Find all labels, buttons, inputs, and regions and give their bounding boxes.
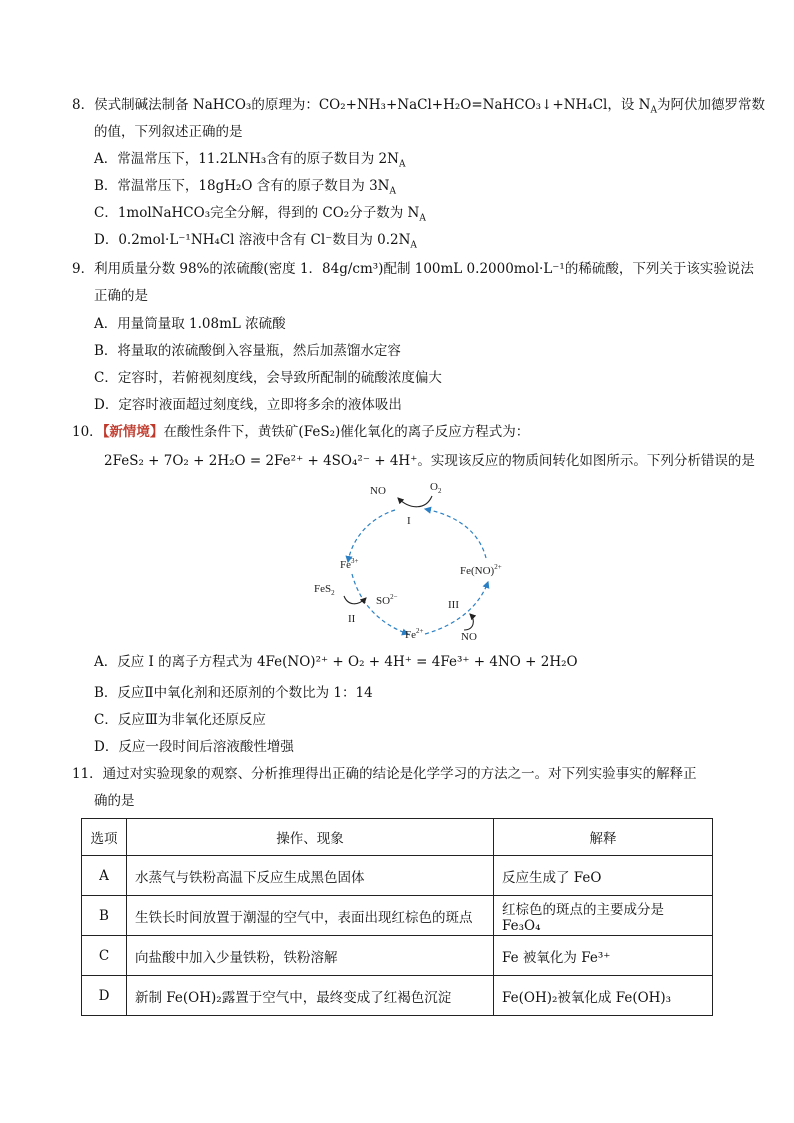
q11-stem: 11．通过对实验现象的观察、分析推理得出正确的结论是化学学习的方法之一。对下列实验事实的解释正 bbox=[72, 766, 697, 782]
q10-equation: 2FeS₂ + 7O₂ + 2H₂O = 2Fe²⁺ + 4SO₄²⁻ + 4H⁺。实现该反应的物质间转化如图所示。下列分析错误的是 bbox=[104, 453, 755, 469]
table-row[interactable] bbox=[82, 936, 713, 976]
q8-option-a[interactable]: A．常温常压下，11.2LNH₃含有的原子数目为 $2N_A$ bbox=[94, 151, 406, 170]
operation-cell: 水蒸气与铁粉高温下反应生成黑色固体 bbox=[127, 856, 494, 896]
table-header-row bbox=[82, 819, 713, 856]
explanation-cell: Fe(OH)₂被氧化成 Fe(OH)₃ bbox=[494, 976, 713, 1016]
label-feno: Fe(NO)$^{2+}$ bbox=[460, 563, 502, 577]
arrow-fes2-to-so4 bbox=[344, 596, 366, 604]
q10-option-b[interactable]: B．反应Ⅱ中氧化剂和还原剂的个数比为 1：14 bbox=[94, 685, 373, 701]
q9-option-c[interactable]: C．定容时，若俯视刻度线，会导致所配制的硫酸浓度偏大 bbox=[94, 370, 442, 386]
q8-stem-cont: 的值，下列叙述正确的是 bbox=[94, 124, 243, 140]
option-cell: B bbox=[82, 896, 127, 936]
q10-option-a[interactable]: A．反应 I 的离子方程式为 4Fe(NO)²⁺ + O₂ + 4H⁺ = 4Fe³⁺ + 4NO + 2H₂O bbox=[94, 654, 578, 670]
arc-reaction-4 bbox=[425, 509, 486, 558]
q9-option-a[interactable]: A．用量筒量取 1.08mL 浓硫酸 bbox=[94, 316, 286, 332]
arrow-no-in bbox=[464, 614, 473, 630]
table-row[interactable] bbox=[82, 896, 713, 936]
label-so4: $SO^{2-}$ bbox=[376, 593, 398, 607]
arc-reaction-1 bbox=[348, 510, 395, 562]
q8-option-d[interactable]: D．0.2mol·L⁻¹NH₄Cl 溶液中含有 Cl⁻数目为 $0.2N_A$ bbox=[94, 232, 417, 251]
operation-cell: 新制 Fe(OH)₂露置于空气中，最终变成了红褐色沉淀 bbox=[127, 976, 494, 1016]
label-no-bottom: NO bbox=[461, 631, 477, 643]
label-fe3: $Fe^{3+}$ bbox=[340, 557, 359, 571]
q11-options-table bbox=[81, 818, 713, 1016]
label-roman-2: II bbox=[348, 613, 356, 625]
option-cell: D bbox=[82, 976, 127, 1016]
table-row[interactable] bbox=[82, 856, 713, 896]
q9-option-d[interactable]: D．定容时液面超过刻度线，立即将多余的液体吸出 bbox=[94, 397, 402, 413]
q8-stem: 8．侯式制碱法制备 NaHCO₃的原理为：CO₂+NH₃+NaCl+H₂O=NaHCO₃↓+NH₄Cl，设 $N_A$为阿伏加德罗常数 bbox=[72, 97, 765, 116]
q8-option-b[interactable]: B．常温常压下，18gH₂O 含有的原子数目为 $3N_A$ bbox=[94, 178, 396, 197]
arrow-o2-to-no bbox=[398, 496, 432, 507]
label-no-top: NO bbox=[370, 485, 386, 497]
explanation-cell: Fe 被氧化为 Fe³⁺ bbox=[494, 936, 713, 976]
operation-cell: 生铁长时间放置于潮湿的空气中，表面出现红棕色的斑点 bbox=[127, 896, 494, 936]
table-row[interactable] bbox=[82, 976, 713, 1016]
q10-option-c[interactable]: C．反应Ⅲ为非氧化还原反应 bbox=[94, 712, 266, 728]
q9-stem-cont: 正确的是 bbox=[94, 288, 148, 304]
label-fe2: $Fe^{2+}$ bbox=[405, 627, 424, 641]
new-context-tag: 【新情境】 bbox=[102, 424, 164, 440]
reaction-cycle-diagram bbox=[300, 474, 530, 650]
option-cell: C bbox=[82, 936, 127, 976]
q10-option-d[interactable]: D．反应一段时间后溶液酸性增强 bbox=[94, 739, 294, 755]
col-header-option: 选项 bbox=[82, 819, 127, 856]
operation-cell: 向盐酸中加入少量铁粉，铁粉溶解 bbox=[127, 936, 494, 976]
col-header-operation: 操作、现象 bbox=[127, 819, 494, 856]
q9-option-b[interactable]: B．将量取的浓硫酸倒入容量瓶，然后加蒸馏水定容 bbox=[94, 343, 401, 359]
label-fes2: FeS$_2$ bbox=[314, 583, 335, 597]
explanation-cell: 红棕色的斑点的主要成分是 Fe₃O₄ bbox=[494, 896, 713, 936]
col-header-explanation: 解释 bbox=[494, 819, 713, 856]
explanation-cell: 反应生成了 FeO bbox=[494, 856, 713, 896]
label-roman-1: I bbox=[407, 515, 411, 527]
q10-stem: 10．【新情境】在酸性条件下，黄铁矿(FeS₂)催化氧化的离子反应方程式为： bbox=[72, 424, 530, 440]
q9-stem: 9．利用质量分数 98%的浓硫酸(密度 1．84g/cm³)配制 100mL 0.2000mol·L⁻¹的稀硫酸，下列关于该实验说法 bbox=[72, 261, 754, 277]
option-cell: A bbox=[82, 856, 127, 896]
label-roman-3: III bbox=[448, 599, 459, 611]
label-o2: $O_2$ bbox=[430, 481, 442, 495]
q8-option-c[interactable]: C．1molNaHCO₃完全分解，得到的 CO₂分子数为 $N_A$ bbox=[94, 205, 426, 224]
q11-stem-cont: 确的是 bbox=[94, 793, 135, 809]
